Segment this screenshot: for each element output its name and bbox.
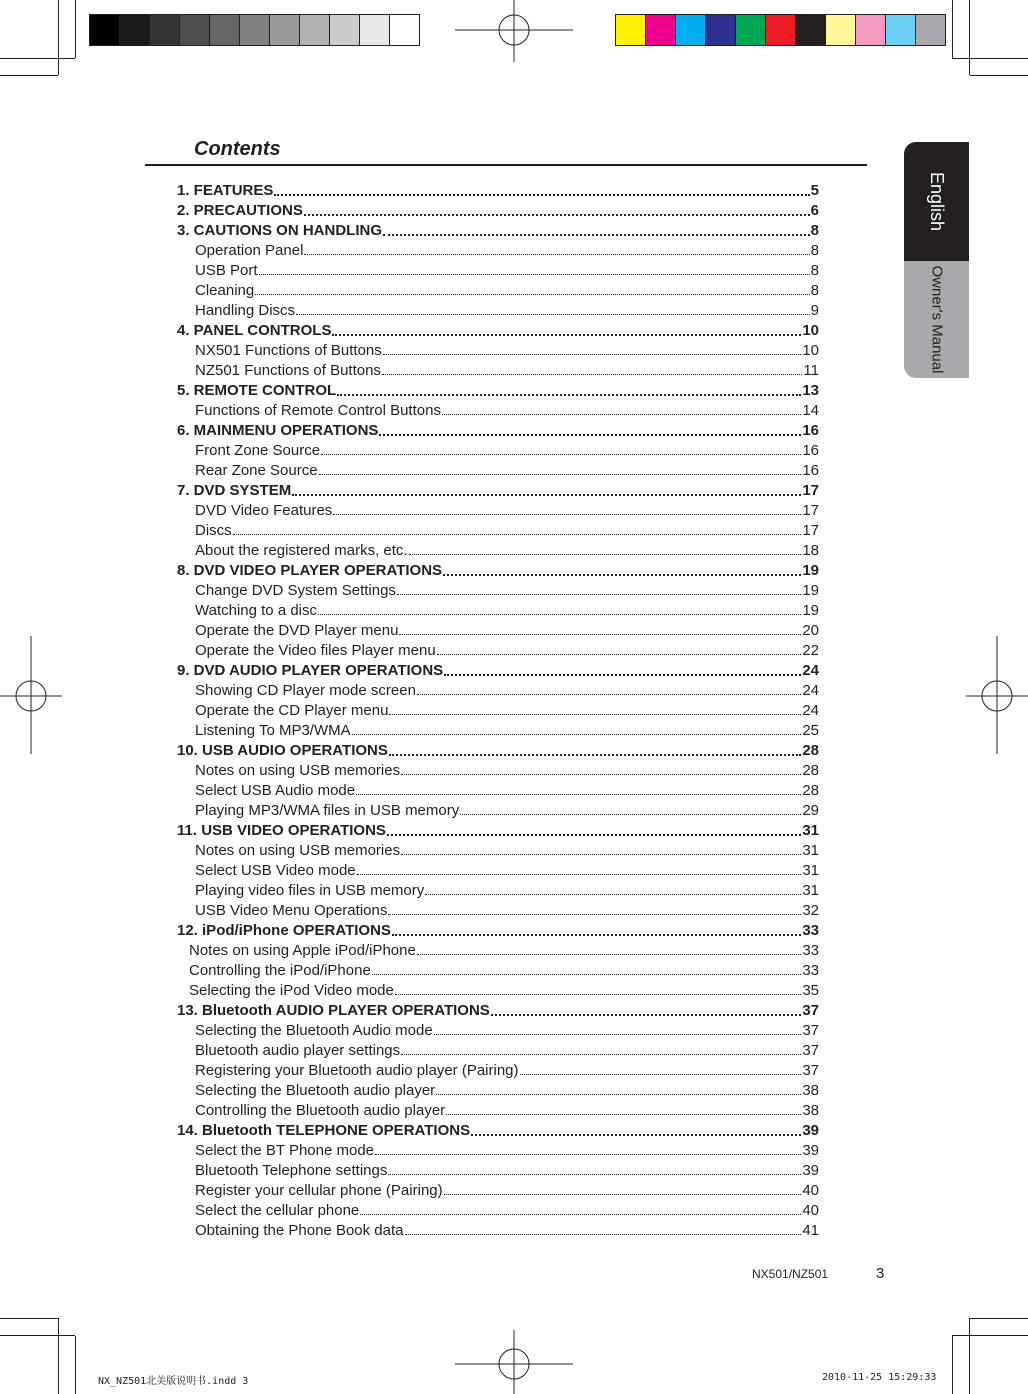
toc-entry-title: Change DVD System Settings <box>195 582 396 599</box>
toc-entry-title: 13. Bluetooth AUDIO PLAYER OPERATIONS <box>177 1002 490 1019</box>
crop-mark <box>970 1318 1028 1319</box>
toc-subsection-row <box>177 1160 819 1180</box>
toc-entry-page: 38 <box>802 1102 819 1119</box>
toc-entry-page: 13 <box>802 382 819 399</box>
toc-entry-page: 37 <box>802 1002 819 1019</box>
toc-dot-leader <box>399 634 801 635</box>
toc-entry-page: 33 <box>802 922 819 939</box>
toc-subsection-row <box>177 640 819 660</box>
registration-target <box>0 636 62 754</box>
toc-entry-page: 32 <box>802 902 819 919</box>
toc-entry-title: USB Port <box>195 262 258 279</box>
toc-dot-leader <box>383 354 802 355</box>
toc-dot-leader <box>491 1014 802 1016</box>
toc-dot-leader <box>425 894 801 895</box>
color-swatch <box>676 15 706 45</box>
color-swatch <box>706 15 736 45</box>
toc-entry-page: 40 <box>802 1182 819 1199</box>
toc-dot-leader <box>356 794 801 795</box>
toc-dot-leader <box>304 214 810 216</box>
toc-dot-leader <box>520 1074 802 1075</box>
gray-swatch <box>390 15 419 45</box>
model-number: NX501/NZ501 <box>752 1267 829 1281</box>
toc-entry-page: 31 <box>802 822 819 839</box>
toc-entry-page: 29 <box>802 802 819 819</box>
toc-dot-leader <box>357 874 802 875</box>
toc-subsection-row <box>177 900 819 920</box>
toc-section-row <box>177 560 819 580</box>
toc-dot-leader <box>383 234 810 236</box>
toc-section-row <box>177 380 819 400</box>
toc-dot-leader <box>443 574 801 576</box>
toc-dot-leader <box>401 854 801 855</box>
toc-entry-page: 18 <box>802 542 819 559</box>
toc-entry-title: 3. CAUTIONS ON HANDLING <box>177 222 383 239</box>
toc-entry-page: 38 <box>802 1082 819 1099</box>
toc-section-row <box>177 1000 819 1020</box>
toc-dot-leader <box>375 1154 801 1155</box>
toc-entry-title: DVD Video Features <box>195 502 333 519</box>
toc-entry-title: 4. PANEL CONTROLS <box>177 322 332 339</box>
toc-entry-title: Playing video files in USB memory <box>195 882 425 899</box>
toc-subsection-row <box>177 980 819 1000</box>
language-label: English <box>926 171 947 232</box>
toc-section-row <box>177 180 819 200</box>
toc-entry-page: 17 <box>802 482 819 499</box>
toc-dot-leader <box>296 314 810 315</box>
toc-subsection-row <box>177 1040 819 1060</box>
toc-entry-title: Selecting the iPod Video mode <box>189 982 394 999</box>
toc-dot-leader <box>304 254 809 255</box>
color-swatch <box>736 15 766 45</box>
toc-dot-leader <box>401 774 801 775</box>
toc-subsection-row <box>177 880 819 900</box>
toc-subsection-row <box>177 1200 819 1220</box>
toc-section-row <box>177 820 819 840</box>
toc-entry-page: 24 <box>802 662 819 679</box>
toc-dot-leader <box>437 654 802 655</box>
toc-subsection-row <box>177 760 819 780</box>
toc-dot-leader <box>392 934 801 936</box>
toc-subsection-row <box>177 280 819 300</box>
toc-subsection-row <box>177 720 819 740</box>
toc-entry-page: 31 <box>802 882 819 899</box>
toc-subsection-row <box>177 1220 819 1240</box>
toc-subsection-row <box>177 500 819 520</box>
toc-entry-page: 24 <box>802 702 819 719</box>
toc-entry-title: Discs <box>195 522 232 539</box>
toc-subsection-row <box>177 260 819 280</box>
toc-entry-title: Playing MP3/WMA files in USB memory <box>195 802 460 819</box>
gray-swatch <box>360 15 390 45</box>
toc-section-row <box>177 420 819 440</box>
toc-subsection-row <box>177 340 819 360</box>
registration-target <box>455 0 573 62</box>
toc-entry-page: 39 <box>802 1122 819 1139</box>
toc-dot-leader <box>395 994 801 995</box>
crop-mark <box>0 58 75 59</box>
toc-subsection-row <box>177 460 819 480</box>
toc-entry-title: About the registered marks, etc. <box>195 542 408 559</box>
toc-dot-leader <box>389 754 801 756</box>
color-swatch <box>856 15 886 45</box>
toc-subsection-row <box>177 700 819 720</box>
toc-subsection-row <box>177 1140 819 1160</box>
toc-entry-page: 8 <box>810 242 819 259</box>
crop-mark <box>970 75 1028 76</box>
title-rule <box>145 164 867 166</box>
toc-entry-title: NZ501 Functions of Buttons <box>195 362 381 379</box>
crop-mark <box>969 1318 970 1394</box>
gray-swatch <box>330 15 360 45</box>
color-calibration-bar <box>615 14 946 46</box>
crop-mark <box>0 75 58 76</box>
toc-subsection-row <box>177 440 819 460</box>
gray-swatch <box>210 15 240 45</box>
toc-dot-leader <box>337 394 801 396</box>
toc-dot-leader <box>442 414 801 415</box>
crop-mark <box>952 0 953 58</box>
toc-entry-page: 35 <box>802 982 819 999</box>
toc-entry-page: 39 <box>802 1162 819 1179</box>
toc-entry-page: 40 <box>802 1202 819 1219</box>
toc-dot-leader <box>274 194 809 196</box>
toc-subsection-row <box>177 1020 819 1040</box>
toc-dot-leader <box>360 1214 801 1215</box>
toc-entry-title: Notes on using Apple iPod/iPhone <box>189 942 416 959</box>
toc-entry-page: 33 <box>802 942 819 959</box>
toc-dot-leader <box>379 434 801 436</box>
toc-entry-title: Handling Discs <box>195 302 296 319</box>
gray-swatch <box>300 15 330 45</box>
print-slug-date: 2010-11-25 15:29:33 <box>822 1372 937 1383</box>
toc-dot-leader <box>389 714 801 715</box>
language-tab <box>904 142 969 261</box>
toc-entry-title: Controlling the Bluetooth audio player <box>195 1102 446 1119</box>
toc-entry-title: Front Zone Source <box>195 442 321 459</box>
toc-subsection-row <box>177 240 819 260</box>
page-title: Contents <box>194 138 281 160</box>
gray-swatch <box>270 15 300 45</box>
toc-entry-page: 24 <box>802 682 819 699</box>
toc-dot-leader <box>444 674 801 676</box>
toc-subsection-row <box>177 1060 819 1080</box>
toc-dot-leader <box>388 1174 801 1175</box>
toc-section-row <box>177 320 819 340</box>
color-swatch <box>886 15 916 45</box>
toc-dot-leader <box>436 1094 801 1095</box>
toc-entry-page: 10 <box>802 322 819 339</box>
toc-dot-leader <box>444 1194 802 1195</box>
gray-swatch <box>180 15 210 45</box>
toc-entry-page: 11 <box>803 362 819 379</box>
toc-entry-page: 37 <box>802 1042 819 1059</box>
toc-entry-title: 14. Bluetooth TELEPHONE OPERATIONS <box>177 1122 471 1139</box>
toc-entry-title: Rear Zone Source <box>195 462 318 479</box>
toc-dot-leader <box>417 694 801 695</box>
toc-entry-page: 17 <box>802 502 819 519</box>
toc-subsection-row <box>177 520 819 540</box>
toc-entry-page: 41 <box>802 1222 819 1239</box>
toc-section-row <box>177 220 819 240</box>
gray-swatch <box>120 15 150 45</box>
toc-dot-leader <box>292 494 801 496</box>
toc-section-row <box>177 1120 819 1140</box>
toc-entry-page: 16 <box>802 462 819 479</box>
toc-dot-leader <box>434 1034 802 1035</box>
toc-entry-page: 8 <box>810 262 819 279</box>
toc-subsection-row <box>177 1180 819 1200</box>
color-swatch <box>646 15 676 45</box>
toc-entry-title: Showing CD Player mode screen <box>195 682 416 699</box>
toc-entry-title: Selecting the Bluetooth audio player <box>195 1082 436 1099</box>
toc-entry-page: 28 <box>802 762 819 779</box>
toc-subsection-row <box>177 400 819 420</box>
toc-dot-leader <box>233 534 802 535</box>
toc-subsection-row <box>177 840 819 860</box>
toc-dot-leader <box>388 914 801 915</box>
crop-mark <box>0 1335 75 1336</box>
toc-entry-page: 22 <box>802 642 819 659</box>
toc-entry-title: Operation Panel <box>195 242 304 259</box>
crop-mark <box>75 0 76 58</box>
crop-mark <box>75 1336 76 1394</box>
toc-subsection-row <box>177 360 819 380</box>
toc-entry-page: 28 <box>802 782 819 799</box>
toc-subsection-row <box>177 1100 819 1120</box>
toc-entry-title: Obtaining the Phone Book data <box>195 1222 404 1239</box>
toc-entry-page: 16 <box>802 422 819 439</box>
print-slug-file: NX_NZ501北美版说明书.indd 3 <box>98 1376 249 1387</box>
crop-mark <box>952 58 1028 59</box>
toc-section-row <box>177 480 819 500</box>
toc-entry-page: 8 <box>810 282 819 299</box>
toc-entry-title: Operate the DVD Player menu <box>195 622 399 639</box>
toc-dot-leader <box>446 1114 801 1115</box>
toc-dot-leader <box>352 734 802 735</box>
color-swatch <box>616 15 646 45</box>
toc-dot-leader <box>333 514 801 515</box>
crop-mark <box>969 0 970 75</box>
toc-dot-leader <box>259 274 810 275</box>
toc-dot-leader <box>397 594 801 595</box>
color-swatch <box>826 15 856 45</box>
crop-mark <box>952 1335 1028 1336</box>
color-swatch <box>796 15 826 45</box>
toc-entry-title: Operate the CD Player menu <box>195 702 389 719</box>
toc-entry-title: 9. DVD AUDIO PLAYER OPERATIONS <box>177 662 444 679</box>
toc-entry-title: Operate the Video files Player menu <box>195 642 436 659</box>
gray-calibration-bar <box>89 14 420 46</box>
color-swatch <box>766 15 796 45</box>
toc-section-row <box>177 200 819 220</box>
toc-entry-title: Functions of Remote Control Buttons <box>195 402 441 419</box>
toc-entry-page: 19 <box>802 562 819 579</box>
toc-entry-title: Cleaning <box>195 282 255 299</box>
toc-entry-title: Registering your Bluetooth audio player (Pairing) <box>195 1062 519 1079</box>
toc-entry-title: 12. iPod/iPhone OPERATIONS <box>177 922 391 939</box>
toc-subsection-row <box>177 300 819 320</box>
toc-section-row <box>177 660 819 680</box>
toc-entry-page: 17 <box>802 522 819 539</box>
toc-dot-leader <box>387 834 801 836</box>
toc-dot-leader <box>255 294 809 295</box>
manual-tab <box>904 261 969 378</box>
toc-entry-page: 19 <box>802 602 819 619</box>
toc-entry-title: Notes on using USB memories <box>195 762 401 779</box>
crop-mark <box>58 1318 59 1394</box>
color-swatch <box>916 15 945 45</box>
toc-entry-page: 28 <box>802 742 819 759</box>
toc-entry-title: Notes on using USB memories <box>195 842 401 859</box>
toc-entry-page: 37 <box>802 1062 819 1079</box>
toc-entry-title: Register your cellular phone (Pairing) <box>195 1182 443 1199</box>
toc-entry-title: 10. USB AUDIO OPERATIONS <box>177 742 388 759</box>
toc-dot-leader <box>382 374 802 375</box>
toc-subsection-row <box>177 600 819 620</box>
toc-subsection-row <box>177 680 819 700</box>
toc-entry-title: Select the cellular phone <box>195 1202 360 1219</box>
toc-dot-leader <box>409 554 802 555</box>
toc-entry-title: 1. FEATURES <box>177 182 274 199</box>
toc-dot-leader <box>321 454 801 455</box>
toc-subsection-row <box>177 1080 819 1100</box>
toc-entry-title: Select USB Video mode <box>195 862 356 879</box>
toc-entry-title: Select USB Audio mode <box>195 782 356 799</box>
toc-subsection-row <box>177 580 819 600</box>
toc-dot-leader <box>318 614 801 615</box>
toc-dot-leader <box>460 814 801 815</box>
toc-entry-title: Bluetooth audio player settings <box>195 1042 401 1059</box>
manual-label: Owner's Manual <box>928 265 946 374</box>
toc-dot-leader <box>401 1054 801 1055</box>
toc-entry-title: Bluetooth Telephone settings <box>195 1162 388 1179</box>
toc-entry-page: 8 <box>810 222 819 239</box>
toc-entry-page: 6 <box>810 202 819 219</box>
toc-dot-leader <box>471 1134 801 1136</box>
gray-swatch <box>150 15 180 45</box>
toc-entry-page: 20 <box>802 622 819 639</box>
toc-entry-title: Controlling the iPod/iPhone <box>189 962 371 979</box>
toc-entry-page: 5 <box>810 182 819 199</box>
toc-entry-page: 37 <box>802 1022 819 1039</box>
page-number: 3 <box>876 1265 885 1282</box>
toc-section-row <box>177 740 819 760</box>
toc-entry-page: 31 <box>802 842 819 859</box>
toc-entry-title: 11. USB VIDEO OPERATIONS <box>177 822 386 839</box>
toc-entry-title: Listening To MP3/WMA <box>195 722 351 739</box>
toc-dot-leader <box>332 334 801 336</box>
toc-entry-page: 9 <box>810 302 819 319</box>
toc-subsection-row <box>177 860 819 880</box>
toc-entry-page: 39 <box>802 1142 819 1159</box>
toc-entry-title: 6. MAINMENU OPERATIONS <box>177 422 379 439</box>
crop-mark <box>58 0 59 75</box>
registration-target <box>455 1330 573 1394</box>
crop-mark <box>952 1336 953 1394</box>
toc-subsection-row <box>177 540 819 560</box>
gray-swatch <box>90 15 120 45</box>
table-of-contents <box>177 180 819 1240</box>
toc-entry-page: 31 <box>802 862 819 879</box>
toc-entry-page: 16 <box>802 442 819 459</box>
crop-mark <box>0 1318 58 1319</box>
toc-entry-page: 25 <box>802 722 819 739</box>
toc-entry-title: Selecting the Bluetooth Audio mode <box>195 1022 433 1039</box>
toc-dot-leader <box>372 974 802 975</box>
toc-entry-title: Watching to a disc <box>195 602 317 619</box>
toc-entry-page: 10 <box>802 342 819 359</box>
toc-entry-title: NX501 Functions of Buttons <box>195 342 382 359</box>
toc-subsection-row <box>177 780 819 800</box>
toc-entry-page: 19 <box>802 582 819 599</box>
toc-subsection-row <box>177 800 819 820</box>
toc-dot-leader <box>319 474 802 475</box>
toc-dot-leader <box>417 954 801 955</box>
toc-entry-page: 14 <box>802 402 819 419</box>
toc-entry-page: 33 <box>802 962 819 979</box>
toc-entry-title: 5. REMOTE CONTROL <box>177 382 337 399</box>
toc-entry-title: 8. DVD VIDEO PLAYER OPERATIONS <box>177 562 443 579</box>
toc-section-row <box>177 920 819 940</box>
registration-target <box>966 636 1028 754</box>
toc-entry-title: 7. DVD SYSTEM <box>177 482 292 499</box>
toc-subsection-row <box>177 620 819 640</box>
toc-dot-leader <box>405 1234 802 1235</box>
toc-entry-title: Select the BT Phone mode <box>195 1142 375 1159</box>
toc-entry-title: 2. PRECAUTIONS <box>177 202 303 219</box>
toc-subsection-row <box>177 940 819 960</box>
toc-subsection-row <box>177 960 819 980</box>
gray-swatch <box>240 15 270 45</box>
toc-entry-title: USB Video Menu Operations <box>195 902 388 919</box>
